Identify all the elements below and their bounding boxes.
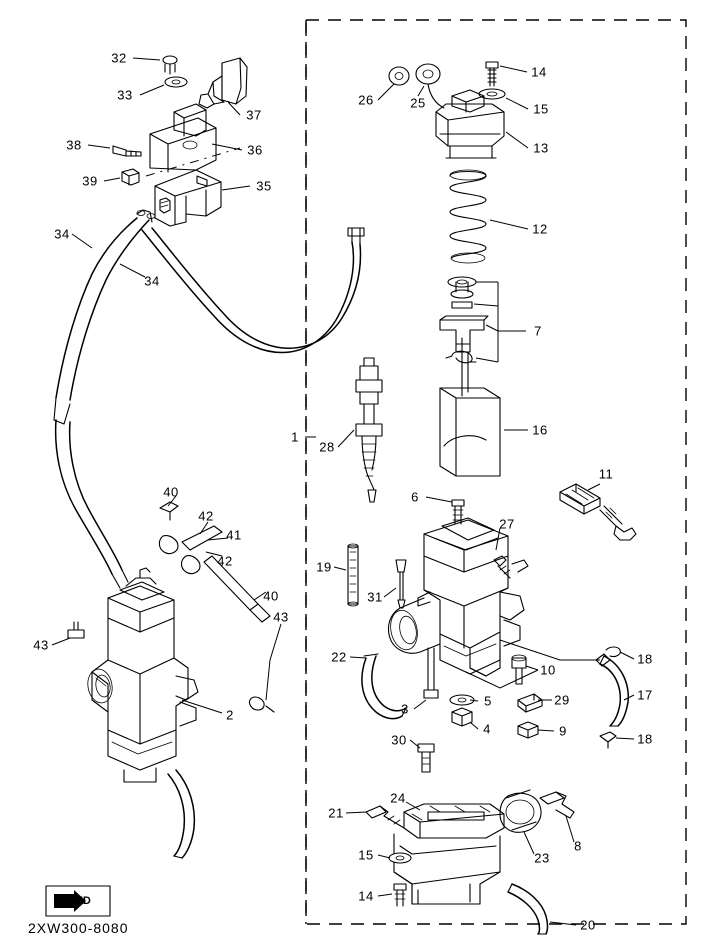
callout-8: 8 <box>574 838 582 854</box>
part-38 <box>113 146 141 156</box>
part-10 <box>512 655 526 684</box>
callout-42-a: 42 <box>198 508 214 524</box>
fwd-label: FWD <box>64 895 92 907</box>
callout-2: 2 <box>226 707 234 723</box>
part-14-top <box>486 62 498 86</box>
part-28-group <box>356 358 382 502</box>
callout-18-a: 18 <box>637 651 653 667</box>
callout-14-top: 14 <box>531 64 547 80</box>
part-11 <box>560 484 636 540</box>
callout-32: 32 <box>111 50 127 66</box>
callout-43-a: 43 <box>273 609 289 625</box>
part-18-lower <box>600 732 616 748</box>
part-9 <box>518 722 538 738</box>
callout-6: 6 <box>411 489 419 505</box>
callout-3: 3 <box>401 701 409 717</box>
part-12 <box>450 170 486 263</box>
callout-10: 10 <box>540 662 556 678</box>
callout-12: 12 <box>532 221 548 237</box>
callout-14-bottom: 14 <box>358 888 374 904</box>
callout-15-top: 15 <box>533 101 549 117</box>
callout-1: 1 <box>291 429 299 445</box>
part-13 <box>436 90 504 158</box>
part-4 <box>452 708 472 726</box>
part-26 <box>389 67 409 85</box>
callout-5: 5 <box>484 693 492 709</box>
callout-17: 17 <box>637 687 653 703</box>
callout-41: 41 <box>226 527 242 543</box>
callout-20: 20 <box>580 917 596 933</box>
callout-27: 27 <box>499 516 515 532</box>
part-code: 2XW300-8080 <box>28 920 129 936</box>
part-3 <box>424 648 438 698</box>
part-16 <box>440 338 500 476</box>
part-35 <box>155 170 221 226</box>
callout-22: 22 <box>331 649 347 665</box>
part-18-upper <box>606 647 620 657</box>
callout-37: 37 <box>246 107 262 123</box>
part-7-group <box>440 277 488 363</box>
callout-34-a: 34 <box>54 226 70 242</box>
part-15-top <box>479 89 505 99</box>
callout-43-b: 43 <box>33 637 49 653</box>
callout-39: 39 <box>82 173 98 189</box>
callout-36: 36 <box>247 142 263 158</box>
callout-31: 31 <box>367 589 383 605</box>
part-17 <box>596 654 628 726</box>
callout-13: 13 <box>533 140 549 156</box>
callout-23: 23 <box>534 850 550 866</box>
part-19 <box>348 544 358 606</box>
carburetor-assembly-left <box>68 502 274 858</box>
callout-34-b: 34 <box>144 273 160 289</box>
part-34-cables <box>54 210 364 588</box>
callout-4: 4 <box>483 721 491 737</box>
callout-28: 28 <box>319 439 335 455</box>
callout-18-b: 18 <box>637 731 653 747</box>
callout-25: 25 <box>410 95 426 111</box>
part-33 <box>165 77 187 87</box>
callout-38: 38 <box>66 137 82 153</box>
callout-7: 7 <box>534 323 542 339</box>
callout-40-b: 40 <box>263 588 279 604</box>
callout-15-bottom: 15 <box>358 847 374 863</box>
part-22 <box>362 654 406 719</box>
callout-24: 24 <box>390 790 406 806</box>
callout-26: 26 <box>358 92 374 108</box>
callout-29: 29 <box>554 692 570 708</box>
callout-11: 11 <box>598 466 614 482</box>
callout-9: 9 <box>559 723 567 739</box>
carburetor-body-right <box>387 518 528 676</box>
callout-33: 33 <box>117 87 133 103</box>
part-30 <box>418 744 434 772</box>
part-37 <box>199 58 247 108</box>
callout-42-b: 42 <box>217 553 233 569</box>
part-31 <box>396 560 406 608</box>
part-6 <box>452 500 464 524</box>
part-39 <box>122 169 139 185</box>
callout-16: 16 <box>532 422 548 438</box>
callout-40-a: 40 <box>163 484 179 500</box>
callout-30: 30 <box>391 732 407 748</box>
part-32 <box>163 56 177 74</box>
part-29 <box>518 694 542 712</box>
callout-35: 35 <box>256 178 272 194</box>
part-36 <box>150 104 216 172</box>
callout-19: 19 <box>316 559 332 575</box>
callout-21: 21 <box>328 805 344 821</box>
